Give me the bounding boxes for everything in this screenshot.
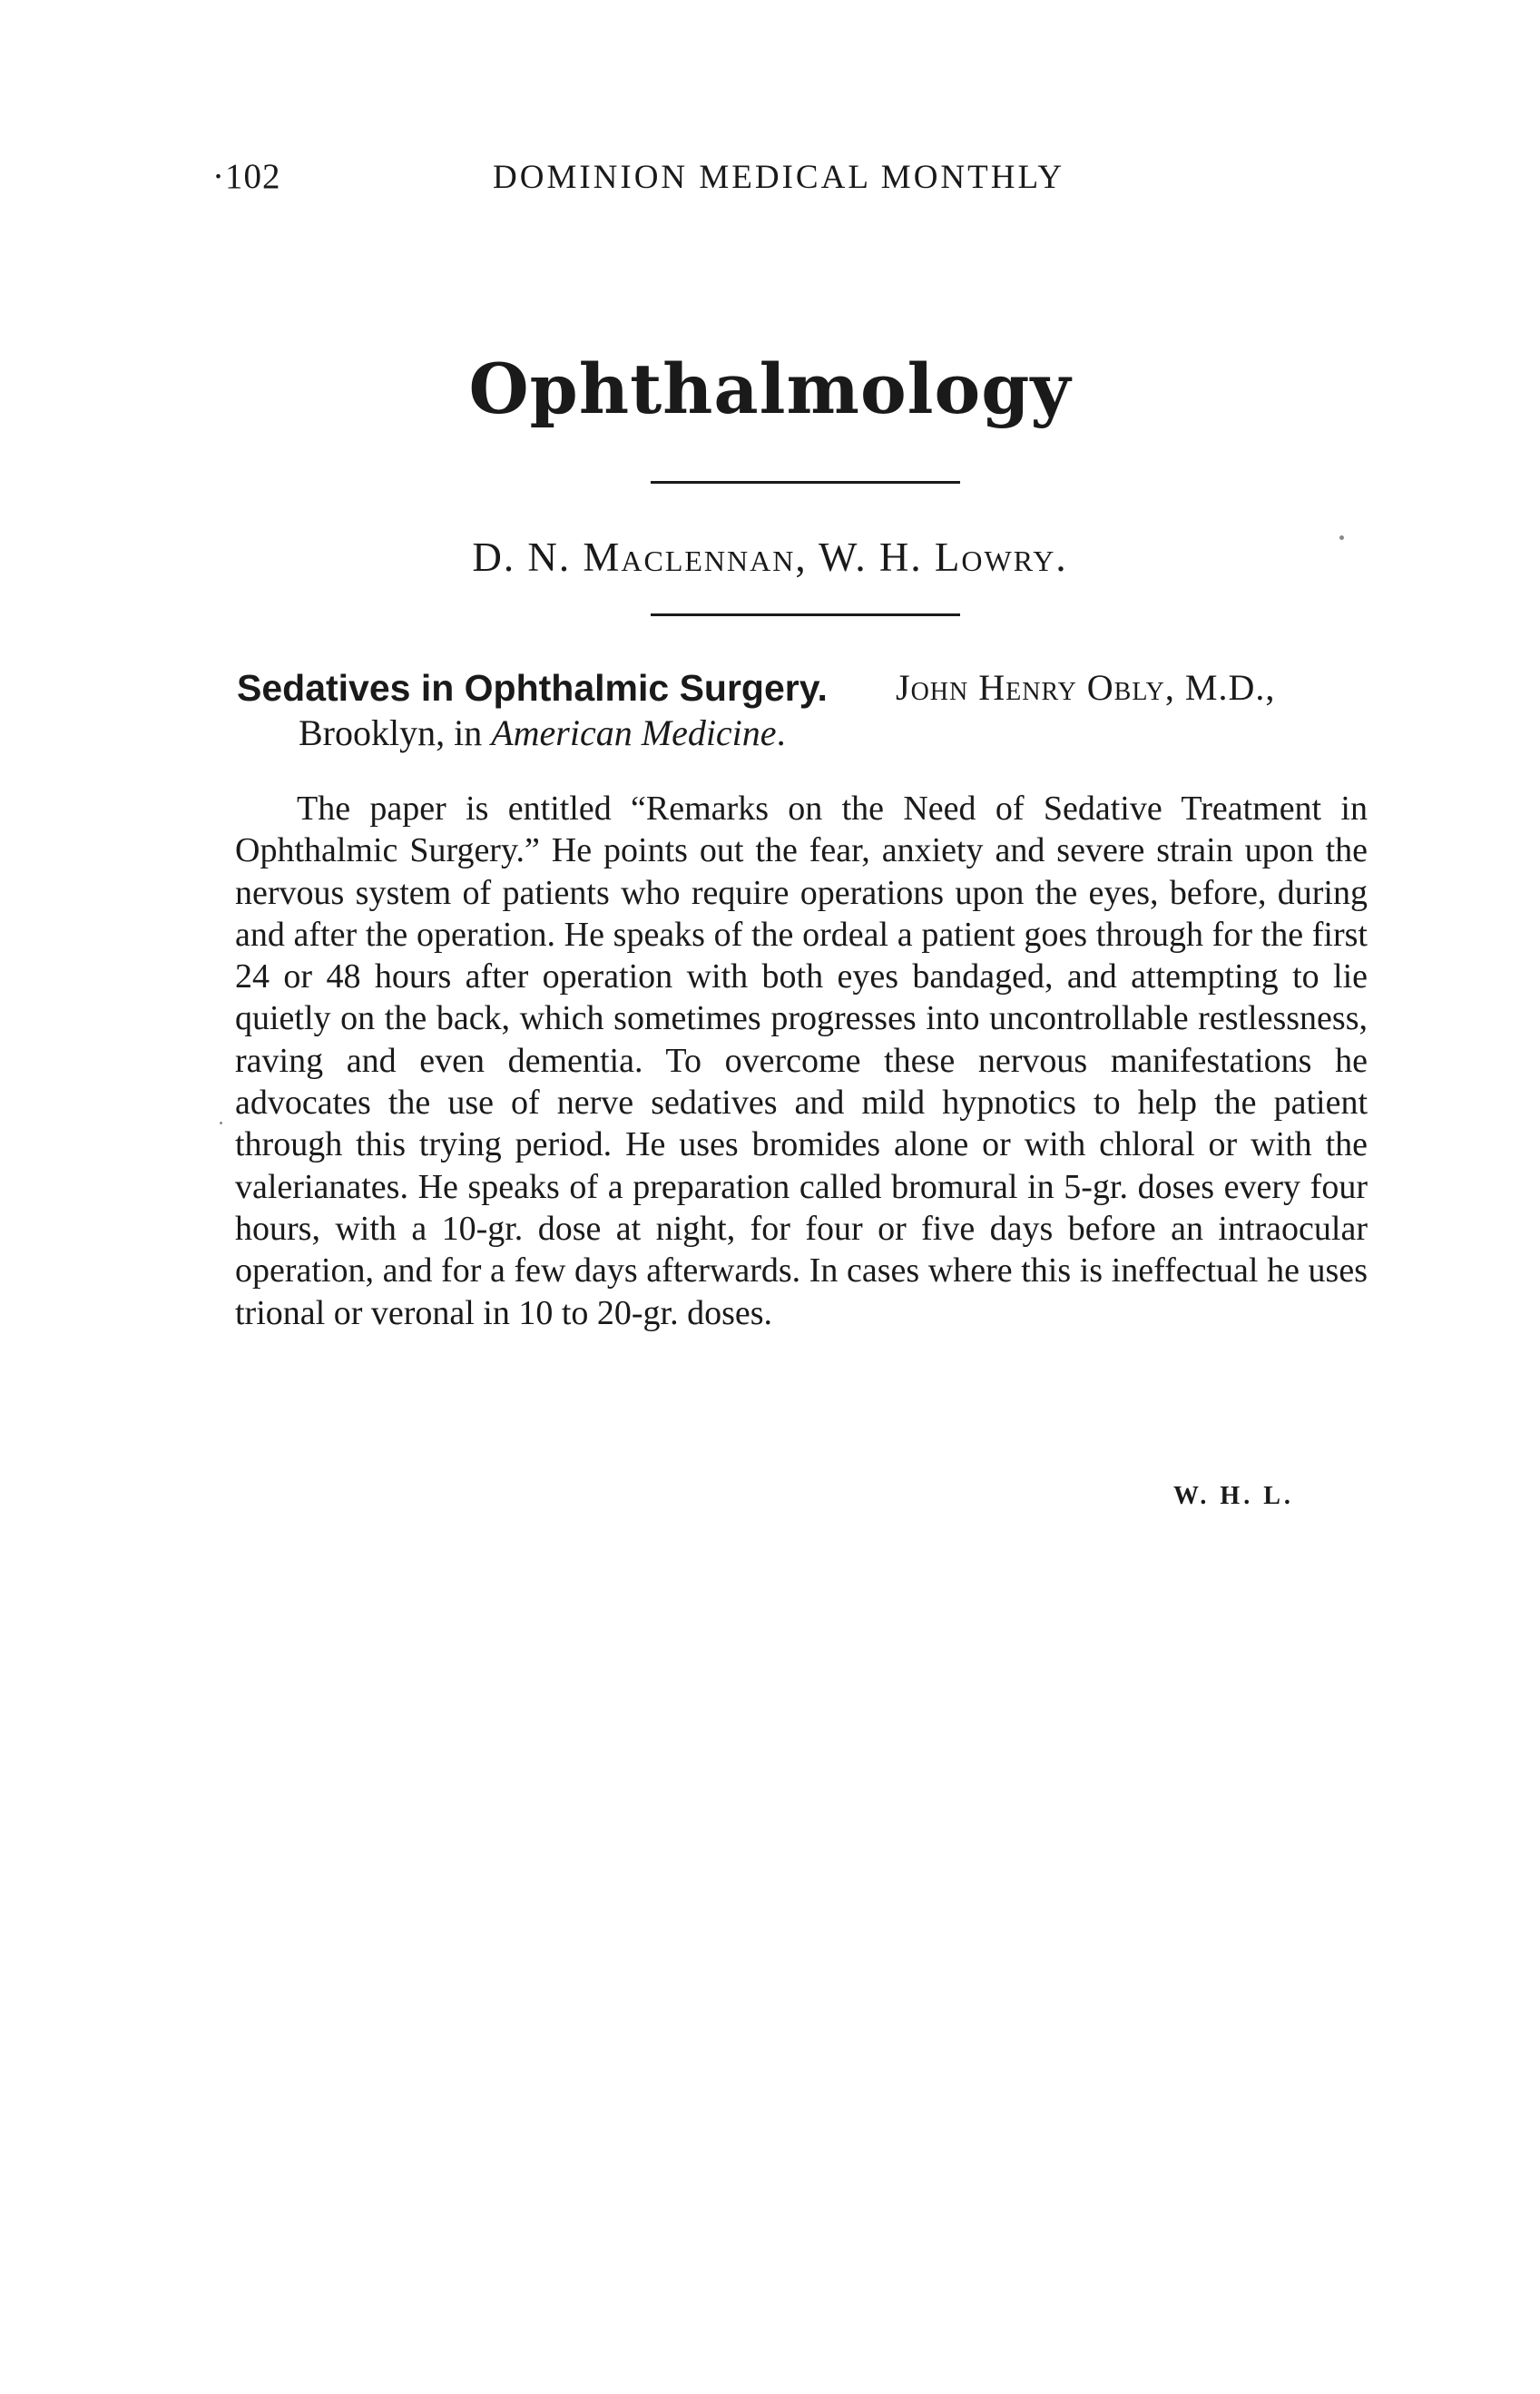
article-author: John Henry Obly, M.D.,	[896, 667, 1276, 708]
divider-rule	[651, 613, 960, 616]
running-head	[0, 156, 1540, 201]
editor-name-2: Lowry	[934, 535, 1056, 580]
section-editors	[0, 534, 1540, 581]
article-heading	[237, 664, 1371, 753]
journal-title: DOMINION MEDICAL MONTHLY	[493, 159, 1065, 196]
page-number: ·102	[212, 157, 281, 196]
editors-end: .	[1055, 535, 1068, 580]
editors-initials-1: D. N.	[472, 535, 584, 580]
print-speck	[1339, 535, 1344, 540]
editor-name-1: Maclennan	[583, 535, 796, 580]
section-title: Ophthalmology	[468, 348, 1072, 429]
article-source	[299, 710, 786, 757]
divider-rule	[651, 481, 960, 484]
source-suffix: .	[776, 712, 786, 753]
editors-initials-2: , W. H.	[795, 535, 935, 580]
article-body: The paper is entitled “Remarks on the Need of Sedative Treatment in Ophthalmic Surgery.” He points out the fear, anxiety and severe strain upon the nervous system of patients who require operations upon the eyes, before, during and after the operation. He speaks of the ordeal a patient goes through for the first 24 or 48 hours after operation with both eyes bandaged, and attempting to lie quietly on the back, which sometimes progresses into uncontrollable restlessness, raving and even dementia. To overcome these nervous manifestations he advocates the use of nerve sedatives and mild hypnotics to help the patient through this trying period. He uses bromides alone or with chloral or with the valerianates. He speaks of a preparation called bromural in 5-gr. doses every four hours, with a 10-gr. dose at night, for four or five days before an intraocular operation, and for a few days afterwards. In cases where this is ineffectual he uses trional or veronal in 10 to 20-gr. doses.	[235, 790, 1368, 1332]
article-signature: W. H. L.	[1173, 1482, 1294, 1510]
source-journal: American Medicine	[491, 712, 777, 753]
article-title: Sedatives in Ophthalmic Surgery.	[237, 667, 828, 709]
source-prefix: Brooklyn, in	[299, 712, 492, 753]
print-speck	[220, 1122, 222, 1124]
